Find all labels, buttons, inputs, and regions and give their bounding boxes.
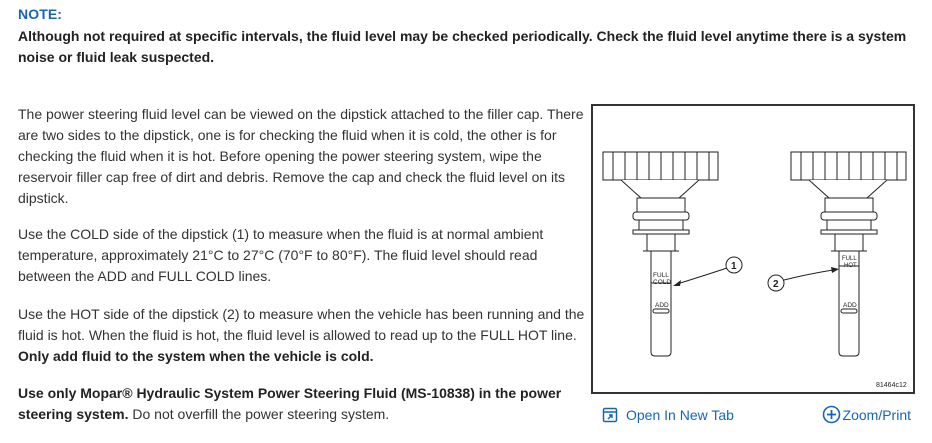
note-text: Although not required at specific intervals, the fluid level may be checked periodically. Check the fluid level anytime there is a system noise or fluid leak suspected. (18, 28, 907, 65)
zoom-plus-icon (822, 405, 841, 424)
cold-dipstick-cap (603, 152, 718, 251)
open-new-tab-icon (602, 407, 618, 423)
note-title: NOTE: (18, 6, 63, 22)
paragraph-hot-side (18, 304, 590, 367)
paragraph-cold-side: Use the COLD side of the dipstick (1) to measure when the fluid is at normal ambient temperature, approximately 21°C to 27°C (70°F to 80°F). The fluid level should read between the ADD and FULL COLD lines. (18, 226, 544, 284)
hot-dipstick-cap (791, 152, 906, 251)
zoom-print-label: Zoom/Print (842, 406, 911, 423)
paragraph-dipstick-intro: The power steering fluid level can be viewed on the dipstick attached to the filler cap. There are two sides to the dipstick, one is for checking the fluid when it is cold, the other is for checking the fluid when it is hot. Before opening the power steering system, wipe the reservoir filler cap free of dirt and debris. Remove the cap and check the fluid level on its dipstick. (18, 106, 584, 206)
dipstick-figure[interactable] (591, 104, 915, 394)
callout-1: 1 (731, 261, 737, 272)
cold-level-label: COLD (653, 279, 672, 286)
hot-side-text: Use the HOT side of the dipstick (2) to measure when the vehicle has been running and the fluid is hot. When the fluid is hot, the fluid level is allowed to read up to the FULL HOT line. (18, 306, 585, 343)
cold-full-label: FULL (653, 272, 669, 279)
open-in-new-tab-link[interactable] (602, 407, 734, 423)
paragraph-fluid-spec (18, 383, 590, 425)
hot-level-label: HOT (844, 263, 857, 269)
figure-id: 81464c12 (876, 382, 907, 389)
dipstick-illustration (593, 106, 913, 392)
hot-full-label: FULL (842, 256, 857, 262)
cold-only-warning: Only add fluid to the system when the vehicle is cold. (18, 348, 374, 364)
zoom-print-link[interactable] (822, 405, 911, 424)
open-in-new-tab-label: Open In New Tab (626, 407, 734, 423)
fluid-spec-bold: Use only Mopar® Hydraulic System Power Steering Fluid (MS-10838) in the power steering system. (18, 385, 562, 422)
fluid-spec-text: Do not overfill the power steering system. (128, 406, 390, 422)
callout-2: 2 (773, 279, 779, 290)
hot-add-label: ADD (843, 302, 857, 309)
cold-add-label: ADD (655, 302, 669, 309)
